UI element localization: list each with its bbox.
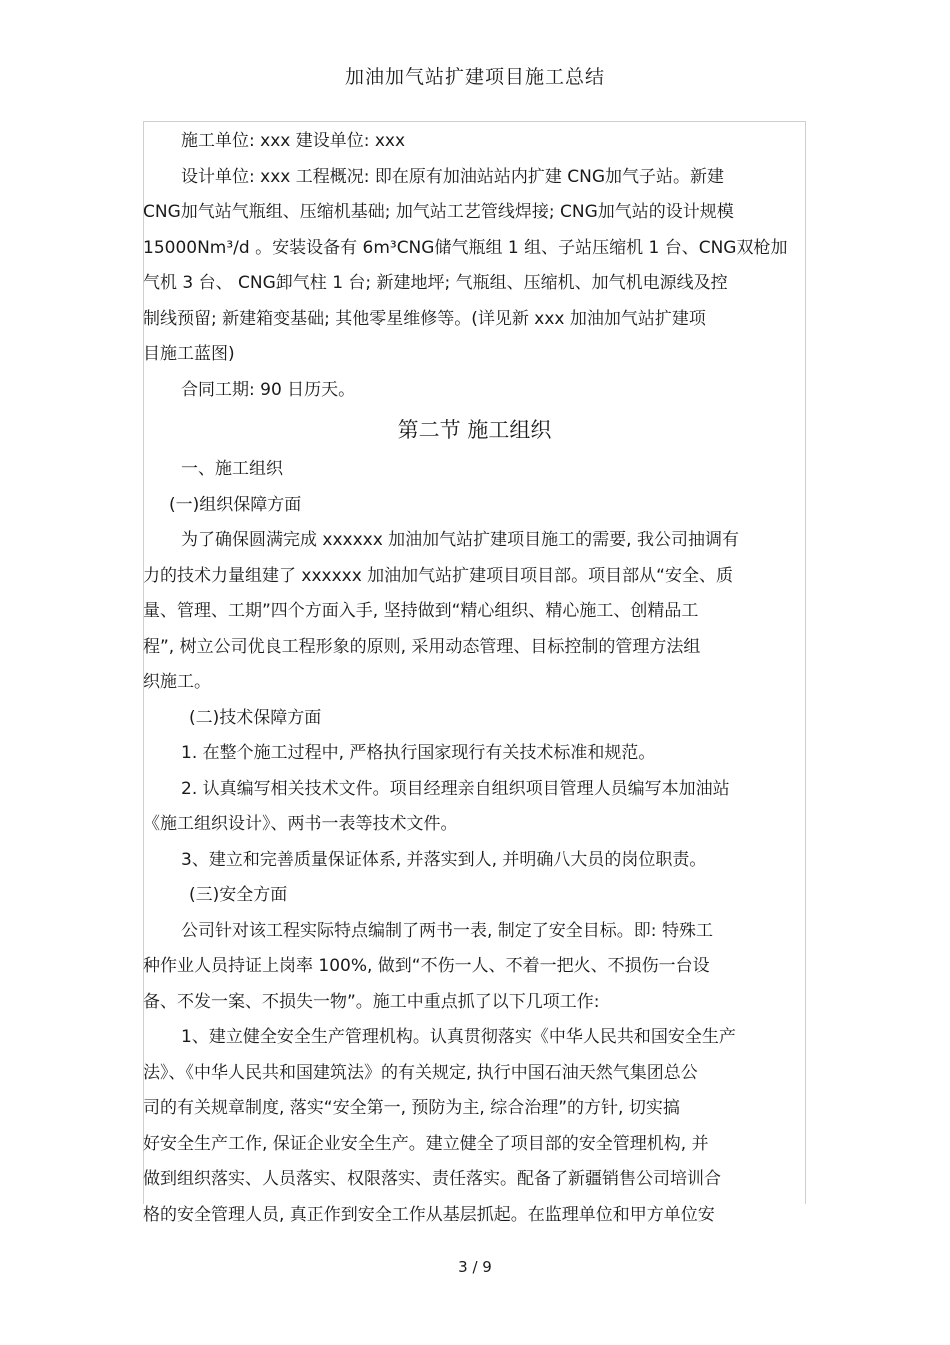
text-line: (二)技术保障方面 [189, 707, 322, 728]
text-line: (一)组织保障方面 [169, 494, 302, 515]
text-line: 做到组织落实、人员落实、权限落实、责任落实。配备了新疆销售公司培训合 [143, 1169, 721, 1189]
text-line: 备、不发一案、不损失一物”。施工中重点抓了以下几项工作: [143, 991, 600, 1012]
text-line: 司的有关规章制度, 落实“安全第一, 预防为主, 综合治理”的方针, 切实搞 [143, 1098, 680, 1118]
page-number: 3 / 9 [458, 1258, 492, 1276]
text-line: 设计单位: xxx 工程概况: 即在原有加油站站内扩建 CNG加气子站。新建 [181, 166, 725, 187]
text-line: 3、建立和完善质量保证体系, 并落实到人, 并明确八大员的岗位职责。 [181, 849, 707, 870]
text-line: 1、建立健全安全生产管理机构。认真贯彻落实《中华人民共和国安全生产 [181, 1027, 736, 1047]
text-line: (三)安全方面 [189, 885, 288, 905]
text-line: 施工单位: xxx 建设单位: xxx [181, 131, 406, 151]
text-line: 15000Nm³/d 。安装设备有 6m³CNG储气瓶组 1 组、子站压缩机 1 台、CNG双枪加 [143, 237, 788, 258]
text-line: 好安全生产工作, 保证企业安全生产。建立健全了项目部的安全管理机构, 并 [143, 1133, 709, 1154]
text-line: CNG加气站气瓶组、压缩机基础; 加气站工艺管线焊接; CNG加气站的设计规模 [143, 202, 734, 222]
text-line: 织施工。 [143, 672, 211, 692]
text-line: 气机 3 台、 CNG卸气柱 1 台; 新建地坪; 气瓶组、压缩机、加气机电源线及控 [143, 273, 728, 293]
text-line: 目施工蓝图) [143, 344, 235, 364]
section-heading: 第二节 施工组织 [397, 418, 552, 442]
text-line: 种作业人员持证上岗率 100%, 做到“不伤一人、不着一把火、不损伤一台设 [143, 956, 710, 976]
text-line: 法》、《中华人民共和国建筑法》的有关规定, 执行中国石油天然气集团总公 [143, 1062, 698, 1083]
text-line: 公司针对该工程实际特点编制了两书一表, 制定了安全目标。即: 特殊工 [181, 920, 713, 941]
text-line: 合同工期: 90 日历天。 [181, 379, 356, 400]
text-line: 程”, 树立公司优良工程形象的原则, 采用动态管理、目标控制的管理方法组 [143, 636, 701, 657]
document-title: 加油加气站扩建项目施工总结 [344, 66, 605, 88]
text-line: 一、施工组织 [181, 459, 283, 479]
text-line: 《施工组织设计》、两书一表等技术文件。 [143, 814, 458, 834]
text-line: 2. 认真编写相关技术文件。项目经理亲自组织项目管理人员编写本加油站 [181, 778, 730, 799]
text-line: 量、管理、工期”四个方面入手, 坚持做到“精心组织、精心施工、创精品工 [143, 601, 699, 621]
text-line: 制线预留; 新建箱变基础; 其他零星维修等。(详见新 xxx 加油加气站扩建项 [143, 308, 706, 329]
text-line: 格的安全管理人员, 真正作到安全工作从基层抓起。在监理单位和甲方单位安 [143, 1204, 715, 1225]
text-line: 力的技术力量组建了 xxxxxx 加油加气站扩建项目项目部。项目部从“安全、质 [143, 565, 733, 586]
text-line: 1. 在整个施工过程中, 严格执行国家现行有关技术标准和规范。 [181, 743, 656, 763]
text-line: 为了确保圆满完成 xxxxxx 加油加气站扩建项目施工的需要, 我公司抽调有 [181, 530, 739, 550]
document-body [143, 124, 806, 1233]
